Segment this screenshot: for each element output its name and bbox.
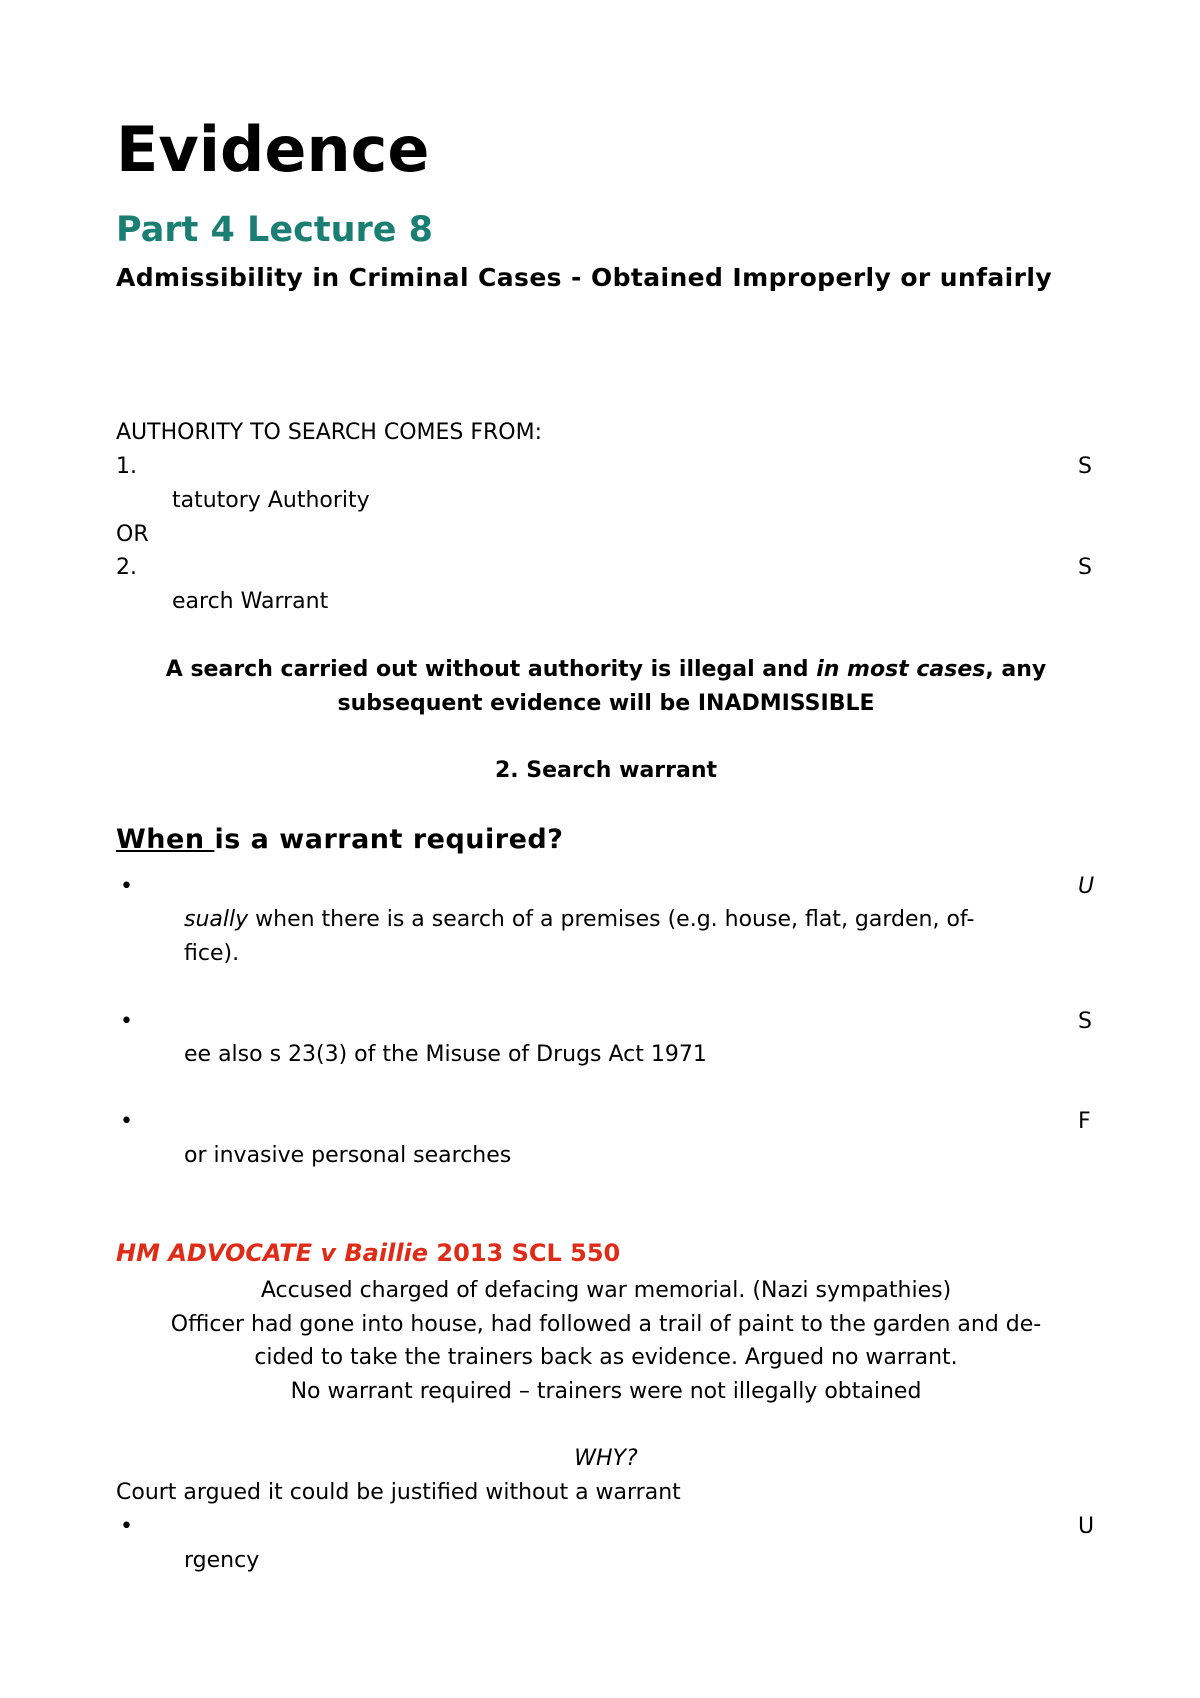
list-item-2-text: earch Warrant <box>172 589 329 614</box>
statement-line-1 <box>116 655 1096 685</box>
bullet-symbol: • <box>120 1009 133 1034</box>
bullet-1-line-1 <box>184 905 974 935</box>
document-subtitle: Part 4 Lecture 8 <box>116 210 434 250</box>
question-underlined: When <box>116 824 215 855</box>
court-line: Court argued it could be justified without a warrant <box>116 1480 681 1505</box>
list-item-1-first-letter: S <box>1078 454 1092 479</box>
or-text: OR <box>116 522 149 547</box>
document-title: Evidence <box>116 113 430 186</box>
list-item-1-text: tatutory Authority <box>172 488 370 513</box>
final-bullet-first-letter: U <box>1078 1514 1095 1539</box>
bullet-1-text: when there is a search of a premises (e.g. house, flat, garden, of- <box>248 907 975 932</box>
case-line-1: Accused charged of defacing war memorial. (Nazi sympathies) <box>260 1278 952 1303</box>
bullet-symbol: • <box>120 874 133 899</box>
statement-line-2: subsequent evidence will be INADMISSIBLE <box>337 691 875 716</box>
question-heading <box>116 822 563 858</box>
bullet-3-first-letter: F <box>1078 1109 1091 1134</box>
section-heading: Admissibility in Criminal Cases - Obtained Improperly or unfairly <box>116 263 1053 292</box>
case-title <box>116 1237 620 1269</box>
section-title: 2. Search warrant <box>494 758 718 783</box>
case-line-3: cided to take the trainers back as evidence. Argued no warrant. <box>254 1345 958 1370</box>
bullet-2-first-letter: S <box>1078 1009 1092 1034</box>
statement-emphasis: in most cases <box>816 657 986 682</box>
authority-intro: AUTHORITY TO SEARCH COMES FROM: <box>116 420 543 445</box>
case-line-4: No warrant required – trainers were not illegally obtained <box>290 1379 922 1404</box>
why-text: WHY? <box>574 1446 638 1471</box>
statement-text-b: , any <box>985 657 1047 682</box>
list-item-2-first-letter: S <box>1078 555 1092 580</box>
bullet-3-line-1: or invasive personal searches <box>184 1143 512 1168</box>
case-citation: 2013 SCL 550 <box>428 1239 621 1267</box>
bullet-1-line-2: fice). <box>184 941 240 966</box>
case-line-2: Officer had gone into house, had followed a trail of paint to the garden and de- <box>170 1312 1042 1337</box>
list-number-1: 1. <box>116 454 137 479</box>
final-bullet-text: rgency <box>184 1548 260 1573</box>
question-text: is a warrant required? <box>214 824 564 855</box>
case-name: HM ADVOCATE v Baillie <box>116 1239 429 1267</box>
bullet-1-italic: sually <box>184 907 249 932</box>
list-number-2: 2. <box>116 555 137 580</box>
bullet-2-line-1: ee also s 23(3) of the Misuse of Drugs Act 1971 <box>184 1042 707 1067</box>
bullet-symbol: • <box>120 1109 133 1134</box>
bullet-symbol: • <box>120 1514 133 1539</box>
statement-text-a: A search carried out without authority is illegal and <box>165 657 817 682</box>
bullet-1-first-letter: U <box>1078 874 1095 899</box>
